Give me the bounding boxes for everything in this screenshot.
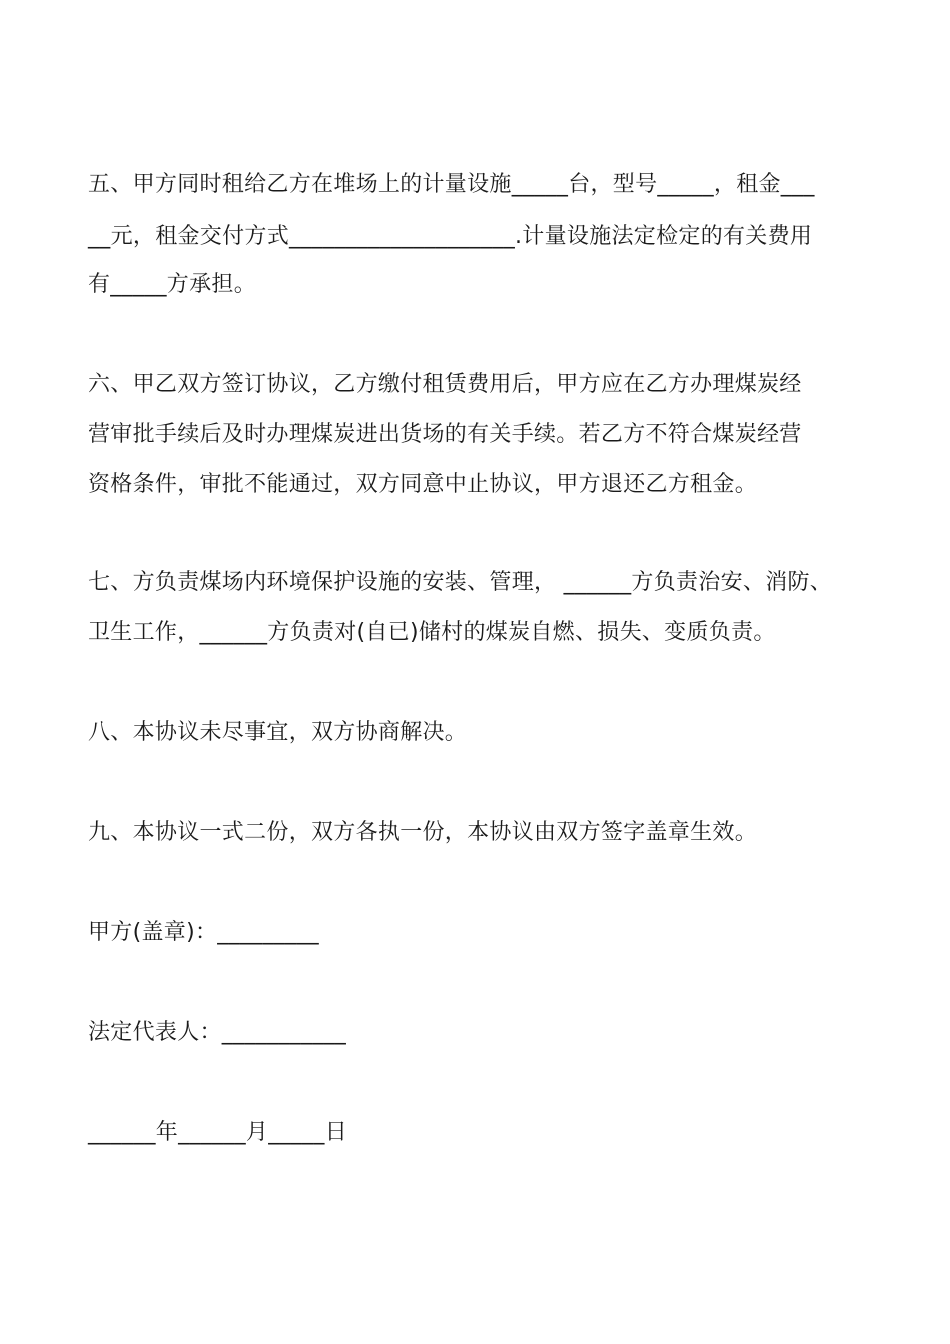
clause-6-line-2: 营审批手续后及时办理煤炭进出货场的有关手续。若乙方不符合煤炭经营 (88, 422, 802, 447)
clause-8-line-1: 八、本协议未尽事宜，双方协商解决。 (88, 720, 468, 745)
clause-7-line-2: 卫生工作，______方负责对(自已)储村的煤炭自燃、损失、变质负责。 (88, 620, 776, 645)
legal-representative-line: 法定代表人：___________ (88, 1020, 347, 1045)
clause-6-line-3: 资格条件，审批不能通过，双方同意中止协议，甲方退还乙方租金。 (88, 472, 758, 497)
clause-5-line-1: 五、甲方同时租给乙方在堆场上的计量设施_____台，型号_____，租金___ (88, 172, 815, 197)
clause-5-line-2: __元，租金交付方式____________________.计量设施法定检定的有关费用 (88, 224, 813, 249)
clause-5-line-3: 有_____方承担。 (88, 272, 257, 297)
signing-date-line: ______年______月_____日 (88, 1120, 347, 1145)
clause-6-line-1: 六、甲乙双方签订协议，乙方缴付租赁费用后，甲方应在乙方办理煤炭经 (88, 372, 802, 397)
clause-9-line-1: 九、本协议一式二份，双方各执一份，本协议由双方签字盖章生效。 (88, 820, 758, 845)
party-a-seal-line: 甲方(盖章)：_________ (88, 920, 319, 945)
clause-7-line-1: 七、方负责煤场内环境保护设施的安装、管理， ______方负责治安、消防、 (88, 570, 833, 595)
